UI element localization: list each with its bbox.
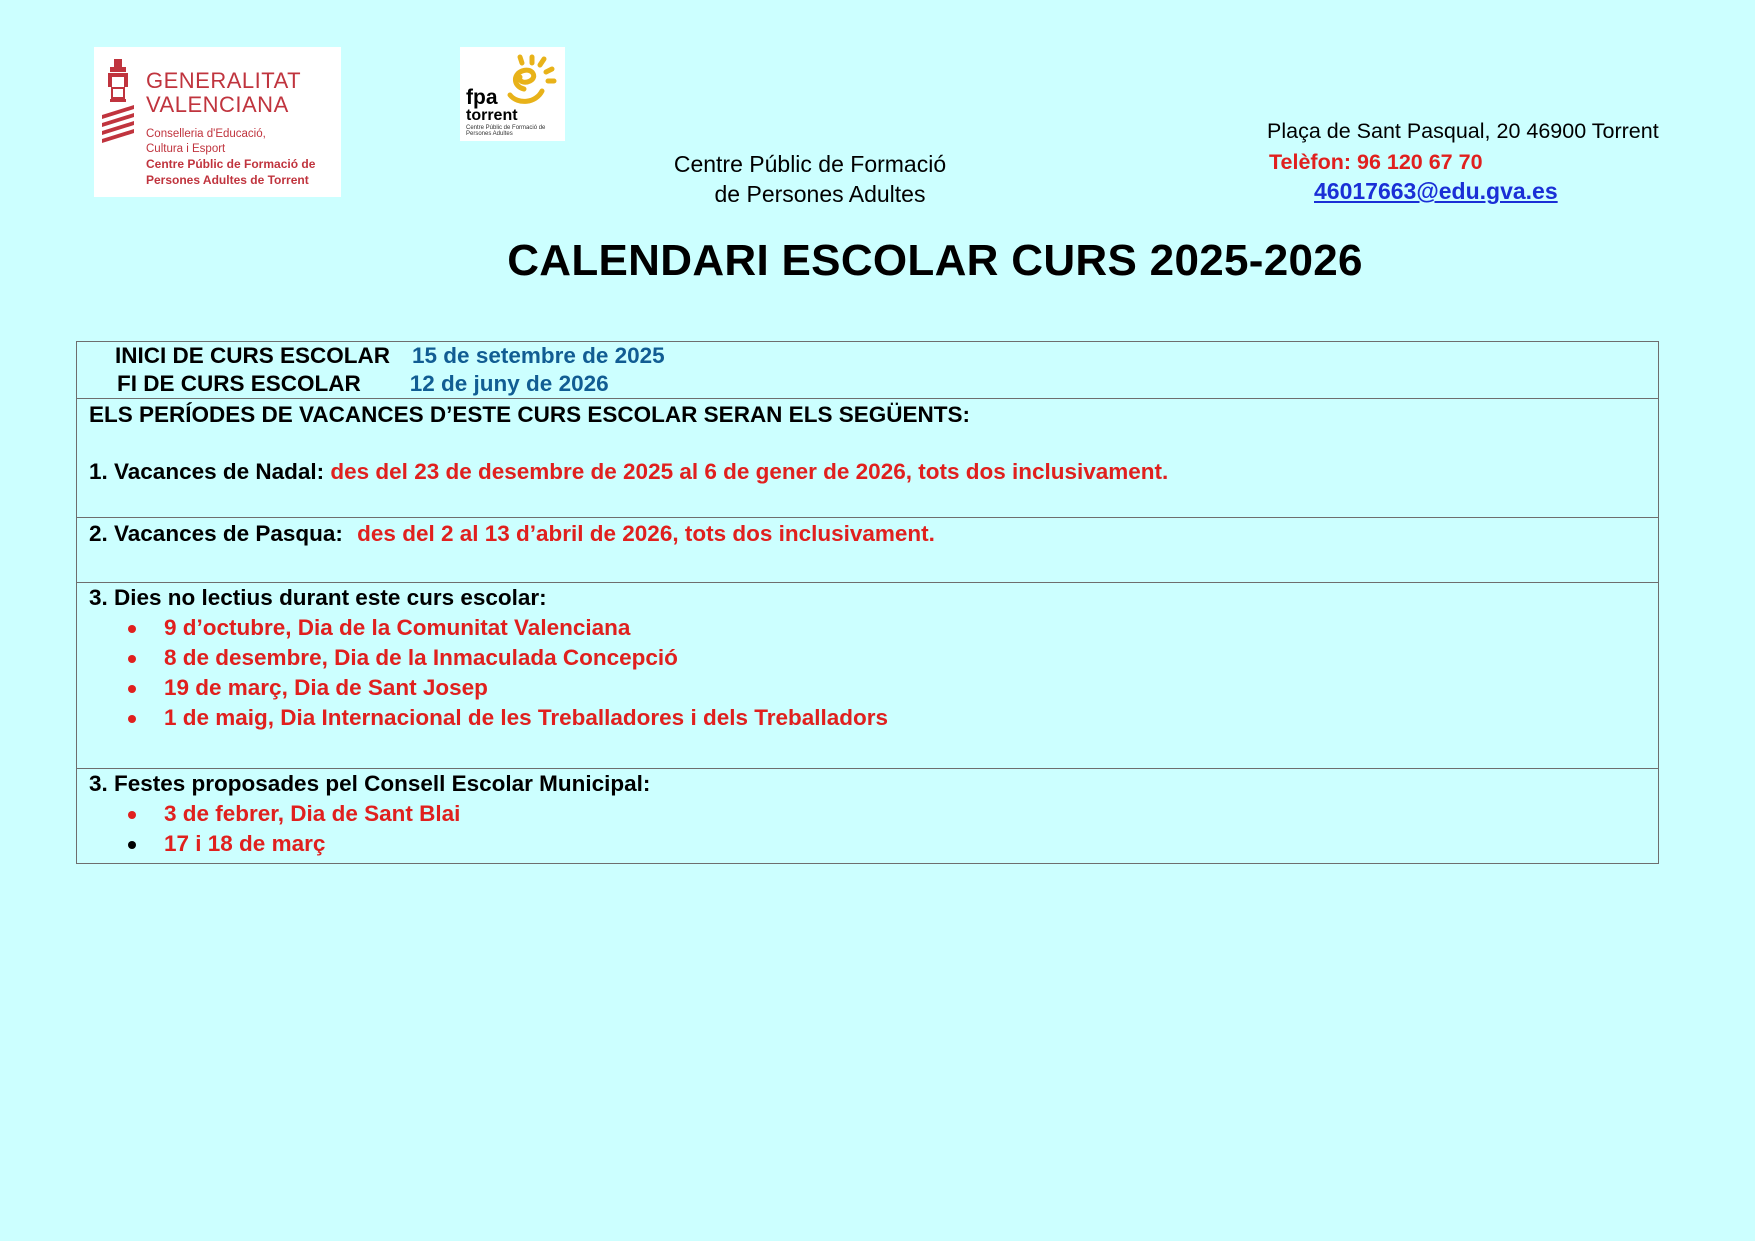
calendar-table	[76, 341, 1659, 864]
list-item: 19 de març, Dia de Sant Josep	[164, 673, 1658, 703]
torrent-text: torrent	[466, 107, 518, 124]
start-value: 15 de setembre de 2025	[412, 343, 665, 368]
generalitat-name: GENERALITAT VALENCIANA	[146, 68, 302, 117]
end-value: 12 de juny de 2026	[409, 371, 609, 396]
centre-name-logo: Centre Públic de Formació de Persones Adultes de Torrent	[146, 157, 316, 187]
easter-value: des del 2 al 13 d’abril de 2026, tots dos inclusivament.	[357, 521, 935, 546]
christmas-row	[77, 399, 1659, 518]
easter-line	[89, 519, 1658, 549]
list-item: 3 de febrer, Dia de Sant Blai	[164, 799, 1658, 829]
christmas-label: 1. Vacances de Nadal:	[89, 459, 325, 484]
start-date-line	[89, 342, 1658, 370]
email-link[interactable]: 46017663@edu.gva.es	[1314, 178, 1558, 204]
centre-name: Centre Públic de Formació de Persones Adultes	[673, 151, 947, 207]
easter-row	[77, 518, 1659, 583]
local-holidays-list	[89, 799, 1658, 859]
end-date-line	[89, 370, 1658, 398]
fpa-text: fpa	[466, 86, 498, 109]
fpa-small-text: Centre Públic de Formació de Persones Adultes	[466, 125, 546, 137]
course-dates-row	[77, 342, 1659, 399]
generalitat-emblem-icon	[100, 57, 140, 147]
page-title: CALENDARI ESCOLAR CURS 2025-2026	[507, 236, 1363, 285]
generalitat-logo	[94, 47, 341, 197]
address: Plaça de Sant Pasqual, 20 46900 Torrent	[1267, 119, 1659, 143]
christmas-line	[89, 457, 1658, 487]
non-school-days-row	[77, 583, 1659, 769]
vacations-intro: ELS PERÍODES DE VACANCES D’ESTE CURS ESCOLAR SERAN ELS SEGÜENTS:	[89, 402, 970, 427]
conselleria-name: Conselleria d'Educació, Cultura i Esport	[146, 128, 266, 155]
local-holidays-row	[77, 769, 1659, 864]
list-item: 17 i 18 de març	[164, 829, 1658, 859]
non-school-days-list	[89, 613, 1658, 733]
list-item: 8 de desembre, Dia de la Inmaculada Concepció	[164, 643, 1658, 673]
fpa-torrent-logo	[460, 47, 565, 141]
easter-label: 2. Vacances de Pasqua:	[89, 521, 343, 546]
local-holidays-heading: 3. Festes proposades pel Consell Escolar Municipal:	[89, 771, 651, 796]
non-school-days-heading: 3. Dies no lectius durant este curs escolar:	[89, 585, 547, 610]
christmas-value: des del 23 de desembre de 2025 al 6 de gener de 2026, tots dos inclusivament.	[330, 459, 1169, 484]
list-item: 9 d’octubre, Dia de la Comunitat Valenciana	[164, 613, 1658, 643]
start-label: INICI DE CURS ESCOLAR	[115, 343, 391, 368]
end-label: FI DE CURS ESCOLAR	[117, 371, 361, 396]
sun-icon	[490, 51, 560, 111]
list-item: 1 de maig, Dia Internacional de les Treballadores i dels Treballadors	[164, 703, 1658, 733]
phone: Telèfon: 96 120 67 70	[1269, 150, 1483, 174]
